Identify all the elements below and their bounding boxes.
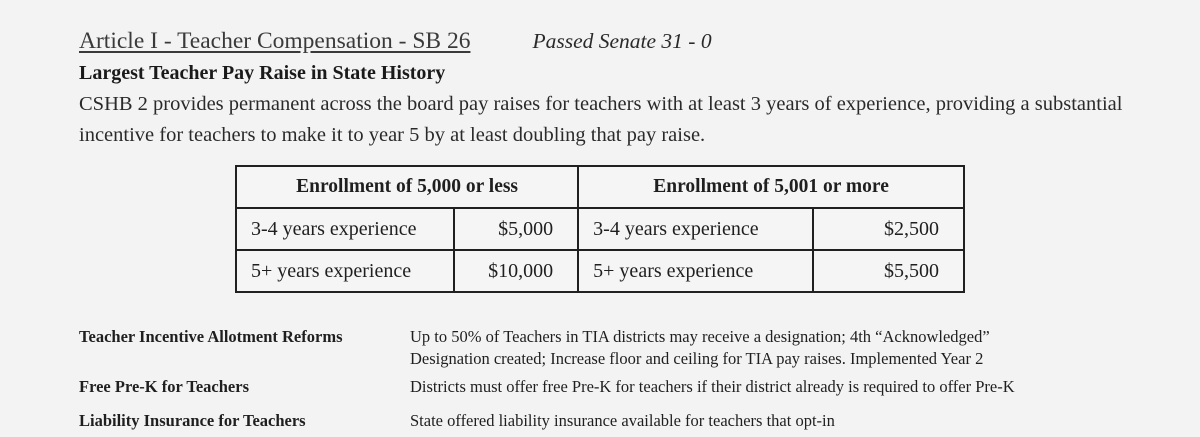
cell-large-value: $5,500: [813, 250, 964, 292]
reform-description: [410, 326, 1190, 376]
cell-small-label: 3-4 years experience: [236, 208, 454, 250]
table-row: [236, 208, 964, 250]
reform-desc-line: Districts must offer free Pre-K for teachers if their district already is required to offer Pre-K: [410, 377, 1015, 396]
table-header-row: [236, 166, 964, 208]
cell-large-value: $2,500: [813, 208, 964, 250]
cell-large-label: 3-4 years experience: [578, 208, 813, 250]
reforms-list: [79, 326, 1199, 432]
vote-status: Passed Senate 31 - 0: [532, 29, 712, 53]
reform-description: [410, 376, 1190, 410]
cell-small-value: $5,000: [454, 208, 578, 250]
reform-name: Teacher Incentive Allotment Reforms: [79, 327, 343, 346]
pay-raise-table: [235, 165, 965, 293]
table-row: [236, 250, 964, 292]
reform-description: [410, 410, 1190, 432]
header-small-enrollment: Enrollment of 5,000 or less: [236, 166, 578, 208]
reform-desc-line: Up to 50% of Teachers in TIA districts may receive a designation; 4th “Acknowledged”: [410, 327, 990, 346]
cell-large-label: 5+ years experience: [578, 250, 813, 292]
reform-item: [79, 326, 1199, 376]
reform-desc-line: State offered liability insurance available for teachers that opt-in: [410, 411, 835, 430]
cell-small-value: $10,000: [454, 250, 578, 292]
reform-item: [79, 376, 1199, 410]
cell-small-label: 5+ years experience: [236, 250, 454, 292]
article-title: Article I - Teacher Compensation - SB 26: [79, 28, 471, 54]
section-subtitle: Largest Teacher Pay Raise in State History: [79, 62, 446, 84]
intro-paragraph: CSHB 2 provides permanent across the board pay raises for teachers with at least 3 years of experience, providing a substantial incentive for teachers to make it to year 5 by at least doubling that pay raise.: [79, 93, 1123, 146]
header-line: [79, 28, 712, 55]
reform-item: [79, 410, 1199, 432]
reform-desc-line: Designation created; Increase floor and ceiling for TIA pay raises. Implemented Year 2: [410, 349, 984, 368]
reform-name: Liability Insurance for Teachers: [79, 411, 306, 430]
reform-name: Free Pre-K for Teachers: [79, 377, 249, 396]
header-large-enrollment: Enrollment of 5,001 or more: [578, 166, 964, 208]
